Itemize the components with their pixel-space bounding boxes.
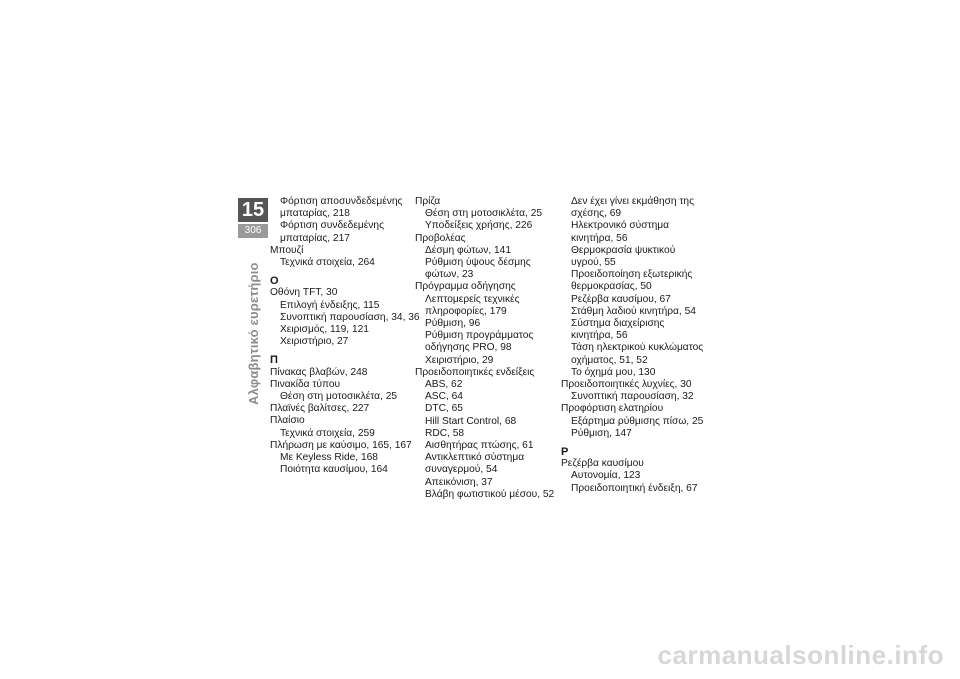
index-entry: Οθόνη TFT, 30: [270, 287, 338, 299]
index-subentry: κινητήρα, 56: [571, 330, 628, 342]
index-entry: Προειδοποιητικές λυχνίες, 30: [561, 379, 692, 391]
index-subentry: μπαταρίας, 217: [280, 232, 350, 244]
section-side-label: Αλφαβητικό ευρετήριο: [246, 262, 261, 405]
index-column-2: [415, 196, 565, 501]
index-column-3: [561, 196, 711, 495]
index-entry: Πρίζα: [415, 196, 441, 207]
index-subentry: συναγερμού, 54: [425, 464, 498, 476]
index-subentry: Ηλεκτρονικό σύστημα: [571, 220, 669, 232]
index-subentry: Δεν έχει γίνει εκμάθηση της: [571, 196, 694, 207]
index-subentry: Στάθμη λαδιού κινητήρα, 54: [571, 305, 696, 317]
index-subentry: Ρύθμιση προγράμματος: [425, 330, 534, 342]
index-subentry: υγρού, 55: [571, 257, 616, 269]
index-subentry: οχήματος, 51, 52: [571, 354, 648, 366]
index-subentry: Το όχημά μου, 130: [571, 366, 656, 378]
index-subentry: ASC, 64: [425, 391, 463, 403]
index-subentry: Φόρτιση αποσυνδεδεμένης: [280, 196, 403, 207]
index-subentry: Ρύθμιση, 147: [571, 427, 632, 439]
index-subentry: σχέσης, 69: [571, 208, 622, 220]
index-entry: Πλαίσιο: [270, 415, 305, 427]
index-subentry: πληροφορίες, 179: [425, 305, 507, 317]
index-subentry: Τεχνικά στοιχεία, 264: [280, 257, 375, 269]
index-subentry: Τάση ηλεκτρικού κυκλώματος: [571, 342, 704, 354]
index-subentry: Εξάρτημα ρύθμισης πίσω, 25: [571, 415, 704, 427]
index-letter-heading: Π: [270, 354, 278, 367]
index-letter-heading: Ρ: [561, 446, 569, 459]
index-subentry: Χειριστήριο, 27: [280, 336, 349, 348]
index-subentry: Συνοπτική παρουσίαση, 34, 36: [280, 311, 420, 323]
index-subentry: Θέση στη μοτοσικλέτα, 25: [425, 208, 543, 220]
index-subentry: μπαταρίας, 218: [280, 208, 350, 220]
index-subentry: Ρύθμιση ύψους δέσμης: [425, 257, 531, 269]
page-number: 306: [238, 224, 268, 238]
index-subentry: Hill Start Control, 68: [425, 415, 517, 427]
index-subentry: Θερμοκρασία ψυκτικού: [571, 244, 676, 256]
index-subentry: Υποδείξεις χρήσης, 226: [425, 220, 533, 232]
index-subentry: θερμοκρασίας, 50: [571, 281, 652, 293]
index-subentry: Θέση στη μοτοσικλέτα, 25: [280, 391, 398, 403]
index-subentry: Τεχνικά στοιχεία, 259: [280, 427, 375, 439]
index-subentry: Αυτονομία, 123: [571, 470, 641, 482]
index-subentry: Με Keyless Ride, 168: [280, 452, 378, 464]
index-entry: Προειδοποιητικές ενδείξεις: [415, 366, 535, 378]
index-subentry: Βλάβη φωτιστικού μέσου, 52: [425, 488, 555, 500]
index-subentry: Ποιότητα καυσίμου, 164: [280, 464, 388, 476]
watermark: carmanualsonline.info: [657, 640, 944, 670]
index-subentry: Ρύθμιση, 96: [425, 318, 481, 330]
index-subentry: DTC, 65: [425, 403, 463, 415]
index-subentry: RDC, 58: [425, 427, 465, 439]
index-entry: Μπουζί: [270, 244, 304, 256]
index-subentry: Συνοπτική παρουσίαση, 32: [571, 391, 694, 403]
index-entry: Προβολέας: [415, 232, 466, 244]
index-subentry: ABS, 62: [425, 379, 463, 391]
index-subentry: Προειδοποίηση εξωτερικής: [571, 269, 693, 281]
index-subentry: Δέσμη φώτων, 141: [425, 244, 512, 256]
index-subentry: Σύστημα διαχείρισης: [571, 318, 665, 330]
index-subentry: Λεπτομερείς τεχνικές: [425, 293, 520, 305]
index-entry: Πίνακας βλαβών, 248: [270, 366, 368, 378]
index-entry: Πινακίδα τύπου: [270, 378, 341, 390]
index-entry: Προφόρτιση ελατηρίου: [561, 403, 664, 415]
index-subentry: Επιλογή ένδειξης, 115: [280, 299, 380, 311]
index-subentry: Αντικλεπτικό σύστημα: [425, 452, 525, 464]
index-subentry: Φόρτιση συνδεδεμένης: [280, 220, 384, 232]
index-subentry: οδήγησης PRO, 98: [425, 342, 512, 354]
index-column-1: [270, 196, 420, 476]
index-entry: Πλήρωση με καύσιμο, 165, 167: [270, 439, 412, 451]
index-subentry: Χειρισμός, 119, 121: [280, 324, 369, 336]
index-subentry: κινητήρα, 56: [571, 232, 628, 244]
index-subentry: Ρεζέρβα καυσίμου, 67: [571, 293, 671, 305]
index-entry: Πρόγραμμα οδήγησης: [415, 281, 516, 293]
index-subentry: Χειριστήριο, 29: [425, 354, 494, 366]
index-subentry: φώτων, 23: [425, 269, 474, 281]
index-letter-heading: Ο: [270, 275, 279, 288]
index-entry: Ρεζέρβα καυσίμου: [561, 458, 644, 470]
chapter-number: 15: [238, 198, 268, 222]
index-subentry: Αισθητήρας πτώσης, 61: [425, 440, 534, 452]
index-subentry: Προειδοποιητική ένδειξη, 67: [571, 482, 698, 494]
index-subentry: Απεικόνιση, 37: [425, 476, 493, 488]
index-entry: Πλαϊνές βαλίτσες, 227: [270, 403, 370, 415]
